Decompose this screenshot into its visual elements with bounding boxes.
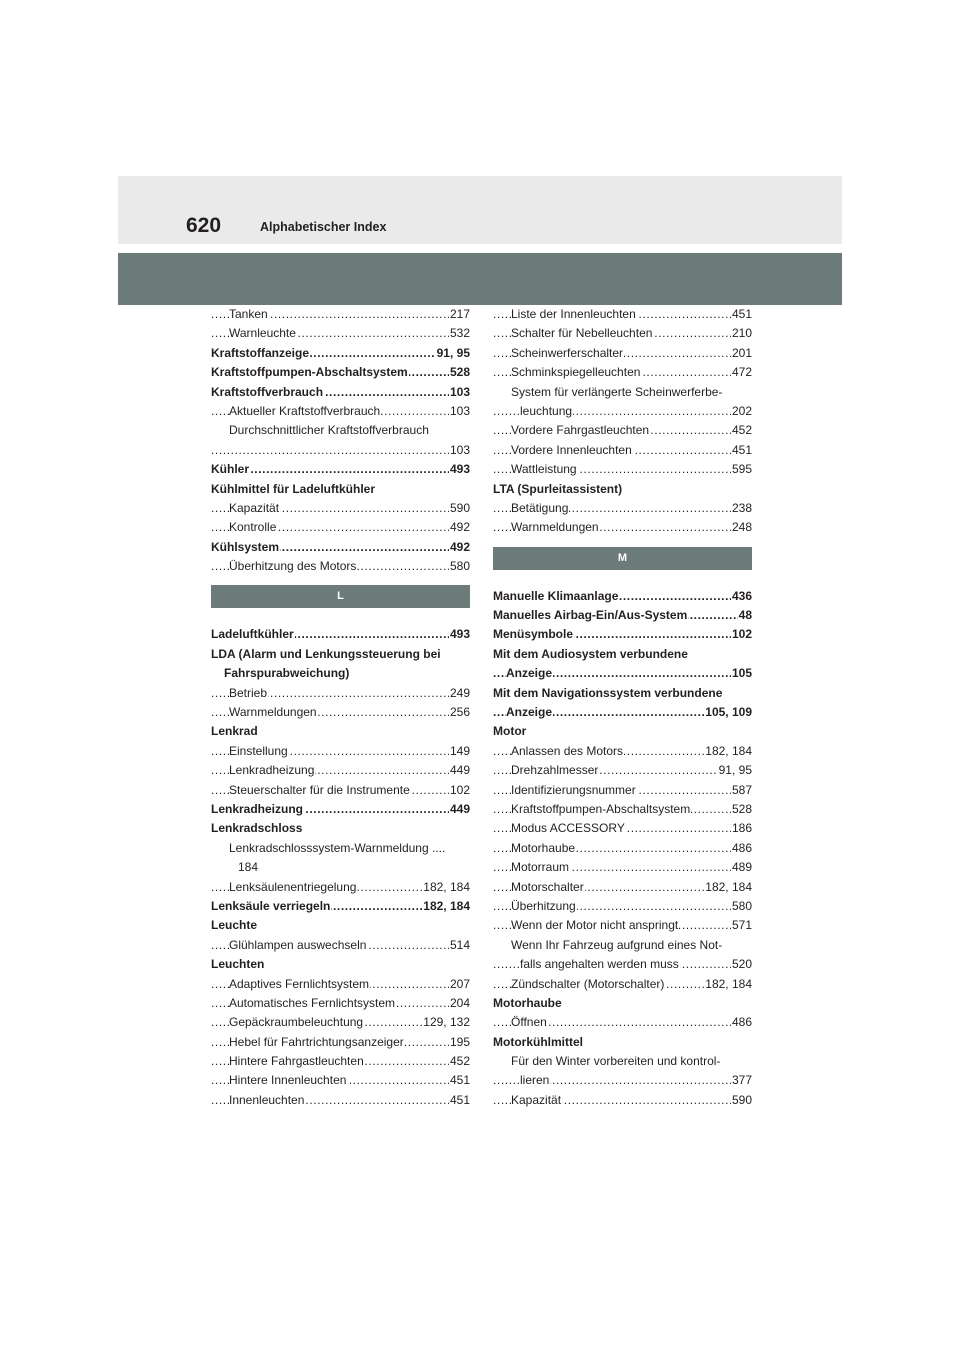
index-entry (211, 480, 470, 499)
entry-text: Lenksäule verriegeln (211, 898, 331, 913)
index-entry (211, 916, 470, 935)
entry-text: Leuchten (211, 957, 265, 972)
page-reference: 182, 184 (422, 878, 470, 897)
entry-text: leuchtung (520, 403, 573, 418)
index-subentry (493, 839, 752, 858)
entry-text: Für den Winter vorbereiten und kontrol- (511, 1054, 721, 1069)
index-subentry (493, 916, 752, 935)
entry-text: Hintere Fahrgastleuchten (229, 1054, 364, 1069)
entry-text: Schminkspiegelleuchten (511, 365, 641, 380)
entry-text: Anzeige (506, 705, 553, 720)
page-reference: 182, 184 (704, 742, 752, 761)
page-reference: 201 (731, 344, 752, 363)
entry-text: Zündschalter (Motorschalter) (511, 976, 665, 991)
index-subentry (211, 421, 470, 440)
index-subentry (211, 858, 470, 877)
entry-text: Hebel für Fahrtrichtungsanzeiger (229, 1034, 404, 1049)
index-subentry (493, 742, 752, 761)
page-reference: 493 (449, 625, 470, 644)
entry-text: Identifizierungsnummer (511, 782, 636, 797)
page-reference: 580 (731, 897, 752, 916)
page-reference: 580 (449, 557, 470, 576)
index-entry (493, 994, 752, 1013)
index-subentry (493, 1013, 752, 1032)
entry-text: LDA (Alarm und Lenkungssteuerung bei (211, 646, 441, 661)
page-reference: 182, 184 (704, 975, 752, 994)
index-subentry (493, 441, 752, 460)
page-reference: 129, 132 (422, 1013, 470, 1032)
entry-text: Kühlmittel für Ladeluftkühler (211, 481, 376, 496)
index-entry (493, 587, 752, 606)
entry-text: Warnleuchte (229, 326, 296, 341)
entry-text: Motorraum (511, 860, 570, 875)
index-subentry (211, 305, 470, 324)
index-subentry (211, 1033, 470, 1052)
page-reference: 451 (449, 1091, 470, 1110)
index-subentry (211, 975, 470, 994)
page-reference: 532 (449, 324, 470, 343)
page-reference: 102 (731, 625, 752, 644)
page-reference: 238 (731, 499, 752, 518)
page-reference: 186 (731, 819, 752, 838)
page-reference: 217 (449, 305, 470, 324)
page-reference: 48 (738, 606, 752, 625)
entry-text: Überhitzung des Motors (229, 559, 357, 574)
page-reference: 103 (449, 383, 470, 402)
entry-text: Glühlampen auswechseln (229, 937, 367, 952)
entry-text: 184 (238, 860, 259, 875)
index-subentry (211, 936, 470, 955)
index-subentry (493, 518, 752, 537)
index-subentry (211, 1013, 470, 1032)
page-reference: 451 (731, 441, 752, 460)
entry-text: Kraftstoffanzeige (211, 345, 310, 360)
entry-text: Öffnen (511, 1015, 547, 1030)
index-subentry (493, 858, 752, 877)
index-entry (211, 897, 470, 916)
page-reference: 452 (731, 421, 752, 440)
page-reference: 377 (731, 1071, 752, 1090)
index-subentry (211, 441, 470, 460)
index-subentry (211, 742, 470, 761)
page-reference: 207 (449, 975, 470, 994)
index-subentry (493, 878, 752, 897)
index-entry (493, 664, 752, 683)
entry-text: Durchschnittlicher Kraftstoffverbrauch (229, 423, 429, 438)
index-column-left (211, 305, 470, 1110)
index-subentry (493, 955, 752, 974)
index-subentry (493, 1052, 752, 1071)
index-entry (493, 722, 752, 741)
page-reference: 492 (449, 518, 470, 537)
entry-text: Tanken (229, 307, 268, 321)
entry-text: Scheinwerferschalter (511, 345, 624, 360)
page-reference: 590 (731, 1091, 752, 1110)
entry-text: Innenleuchten (229, 1092, 305, 1107)
entry-text: LTA (Spurleitassistent) (493, 481, 623, 496)
page-reference: 514 (449, 936, 470, 955)
entry-text: Leuchte (211, 918, 258, 933)
entry-text (238, 443, 239, 457)
entry-text: Überhitzung (511, 898, 576, 913)
entry-text: Lenkradschloss (211, 821, 303, 836)
index-subentry (493, 402, 752, 421)
index-entry (493, 606, 752, 625)
entry-text: lieren (520, 1073, 550, 1088)
page-reference: 451 (449, 1071, 470, 1090)
entry-text: Wattleistung (511, 462, 577, 477)
entry-text: Liste der Innenleuchten (511, 307, 636, 321)
index-subentry (493, 819, 752, 838)
entry-text: Wenn der Motor nicht anspringt (511, 918, 679, 933)
entry-text: Anlassen des Motors (511, 743, 624, 758)
page-reference: 451 (731, 305, 752, 324)
entry-text: Manuelles Airbag-Ein/Aus-System (493, 608, 688, 623)
page-reference: 486 (731, 1013, 752, 1032)
entry-text: Adaptives Fernlichtsystem (229, 976, 370, 991)
index-subentry (211, 878, 470, 897)
page-number: 620 (186, 214, 222, 237)
entry-text: Mit dem Audiosystem verbundene (493, 646, 688, 661)
index-column-right (493, 305, 752, 1110)
entry-text: Betrieb (229, 685, 268, 700)
page-reference: 449 (449, 800, 470, 819)
index-subentry (493, 305, 752, 324)
index-subentry (211, 1071, 470, 1090)
header-band (118, 176, 842, 244)
entry-text: Motorhaube (493, 995, 562, 1010)
index-entry (211, 800, 470, 819)
entry-text: Gepäckraumbeleuchtung (229, 1015, 364, 1030)
index-subentry (211, 703, 470, 722)
entry-text: Motorkühlmittel (493, 1034, 583, 1049)
entry-text: Menüsymbole (493, 627, 574, 642)
index-subentry (493, 1091, 752, 1110)
entry-text: Schalter für Nebelleuchten (511, 326, 653, 341)
index-entry (493, 1033, 752, 1052)
index-entry (211, 645, 470, 664)
index-entry (211, 722, 470, 741)
entry-text: Kapazität (511, 1092, 562, 1107)
entry-text: Mit dem Navigationssystem verbundene (493, 685, 723, 700)
index-subentry (211, 761, 470, 780)
entry-text: Modus ACCESSORY (511, 821, 625, 836)
entry-text: Kühler (211, 462, 250, 477)
index-subentry (493, 421, 752, 440)
index-subentry (211, 684, 470, 703)
section-letter-heading: L (211, 585, 470, 608)
index-entry (211, 538, 470, 557)
entry-text: Warnmeldungen (229, 705, 317, 720)
entry-text: Ladeluftkühler (211, 627, 294, 642)
entry-text: Kraftstoffpumpen-Abschaltsystem (511, 801, 691, 816)
entry-text: Lenkradheizung (229, 763, 315, 778)
entry-text: Steuerschalter für die Instrumente (229, 782, 410, 797)
index-subentry (211, 781, 470, 800)
page-reference: 493 (449, 460, 470, 479)
index-subentry (211, 994, 470, 1013)
index-subentry (211, 839, 470, 858)
index-entry (493, 684, 752, 703)
page-reference: 472 (731, 363, 752, 382)
entry-text: Vordere Innenleuchten (511, 442, 632, 457)
page-reference: 449 (449, 761, 470, 780)
header-bar (118, 253, 842, 305)
index-subentry (211, 402, 470, 421)
index-entry (493, 645, 752, 664)
page-reference: 210 (731, 324, 752, 343)
index-subentry (493, 975, 752, 994)
index-subentry (493, 800, 752, 819)
page-reference: 486 (731, 839, 752, 858)
index-subentry (493, 344, 752, 363)
page-reference: 587 (731, 781, 752, 800)
page-reference: ..... 103 (449, 441, 470, 460)
index-subentry (493, 781, 752, 800)
index-subentry (493, 1071, 752, 1090)
entry-text: Betätigung (511, 500, 569, 515)
index-entry (211, 383, 470, 402)
page-reference: 248 (731, 518, 752, 537)
index-subentry (211, 1091, 470, 1110)
index-entry (211, 625, 470, 644)
entry-text: Drehzahlmesser (511, 763, 599, 778)
page-reference: 103 (449, 402, 470, 421)
chapter-title: Alphabetischer Index (260, 220, 387, 234)
index-subentry (493, 324, 752, 343)
index-subentry (211, 324, 470, 343)
index-subentry (211, 518, 470, 537)
page-reference: 256 (449, 703, 470, 722)
index-entry (211, 819, 470, 838)
page-reference: 204 (449, 994, 470, 1013)
entry-text: Einstellung (229, 743, 288, 758)
section-letter-heading: M (493, 547, 752, 570)
index-entry (493, 480, 752, 499)
entry-text: Warnmeldungen (511, 520, 599, 535)
entry-text: falls angehalten werden muss (520, 957, 679, 972)
page-reference: 182, 184 (422, 897, 470, 916)
entry-text: System für verlängerte Scheinwerferbe- (511, 384, 723, 399)
index-subentry (493, 897, 752, 916)
entry-text: Wenn Ihr Fahrzeug aufgrund eines Not- (511, 937, 723, 952)
index-subentry (211, 557, 470, 576)
entry-text: Kraftstoffpumpen-Abschaltsystem (211, 365, 408, 380)
index-entry (211, 344, 470, 363)
index-subentry (493, 460, 752, 479)
page-reference: 202 (731, 402, 752, 421)
entry-text: Kapazität (229, 500, 280, 515)
page-reference: 436 (731, 587, 752, 606)
page-reference: 149 (449, 742, 470, 761)
page-reference: 489 (731, 858, 752, 877)
entry-text: Manuelle Klimaanlage (493, 588, 619, 603)
entry-text: Motorhaube (511, 840, 576, 855)
page-reference: 195 (449, 1033, 470, 1052)
entry-text: Anzeige (506, 666, 553, 681)
page-reference: 182, 184 (704, 878, 752, 897)
page-reference: 571 (731, 916, 752, 935)
index-entry (211, 460, 470, 479)
entry-text: Hintere Innenleuchten (229, 1073, 347, 1088)
entry-text: Motor (493, 724, 527, 739)
index-entry (211, 955, 470, 974)
page-reference: 595 (731, 460, 752, 479)
page-reference: 520 (731, 955, 752, 974)
page-reference: 102 (449, 781, 470, 800)
page-reference: 528 (449, 363, 470, 382)
entry-text: Automatisches Fernlichtsystem (229, 995, 396, 1010)
page-reference: 492 (449, 538, 470, 557)
entry-text: Lenkradheizung (211, 801, 304, 816)
page-reference: 452 (449, 1052, 470, 1071)
entry-text: Aktueller Kraftstoffverbrauch (229, 403, 381, 418)
index-entry (493, 703, 752, 722)
page-reference: 249 (449, 684, 470, 703)
page-reference: 91, 95 (718, 761, 752, 780)
page-reference: 105, 109 (704, 703, 752, 722)
entry-text: Kühlsystem (211, 539, 280, 554)
index-subentry (211, 499, 470, 518)
page-reference: 105 (731, 664, 752, 683)
entry-text: Lenksäulenentriegelung (229, 879, 357, 894)
page-reference: 91, 95 (436, 344, 470, 363)
index-entry (211, 664, 470, 683)
index-subentry (211, 1052, 470, 1071)
index-entry (211, 363, 470, 382)
entry-text: Fahrspurabweichung) (224, 666, 350, 681)
entry-text: Kraftstoffverbrauch (211, 384, 324, 399)
page-reference: 590 (449, 499, 470, 518)
index-entry (493, 625, 752, 644)
index-subentry (493, 499, 752, 518)
entry-text: Vordere Fahrgastleuchten (511, 423, 650, 438)
index-subentry (493, 761, 752, 780)
page-reference: 528 (731, 800, 752, 819)
entry-text: Motorschalter (511, 879, 584, 894)
index-subentry (493, 383, 752, 402)
entry-text: Lenkrad (211, 724, 258, 739)
entry-text: Kontrolle (229, 520, 277, 535)
entry-text: Lenkradschlosssystem-Warnmeldung .... (229, 840, 446, 855)
index-subentry (493, 363, 752, 382)
index-subentry (493, 936, 752, 955)
